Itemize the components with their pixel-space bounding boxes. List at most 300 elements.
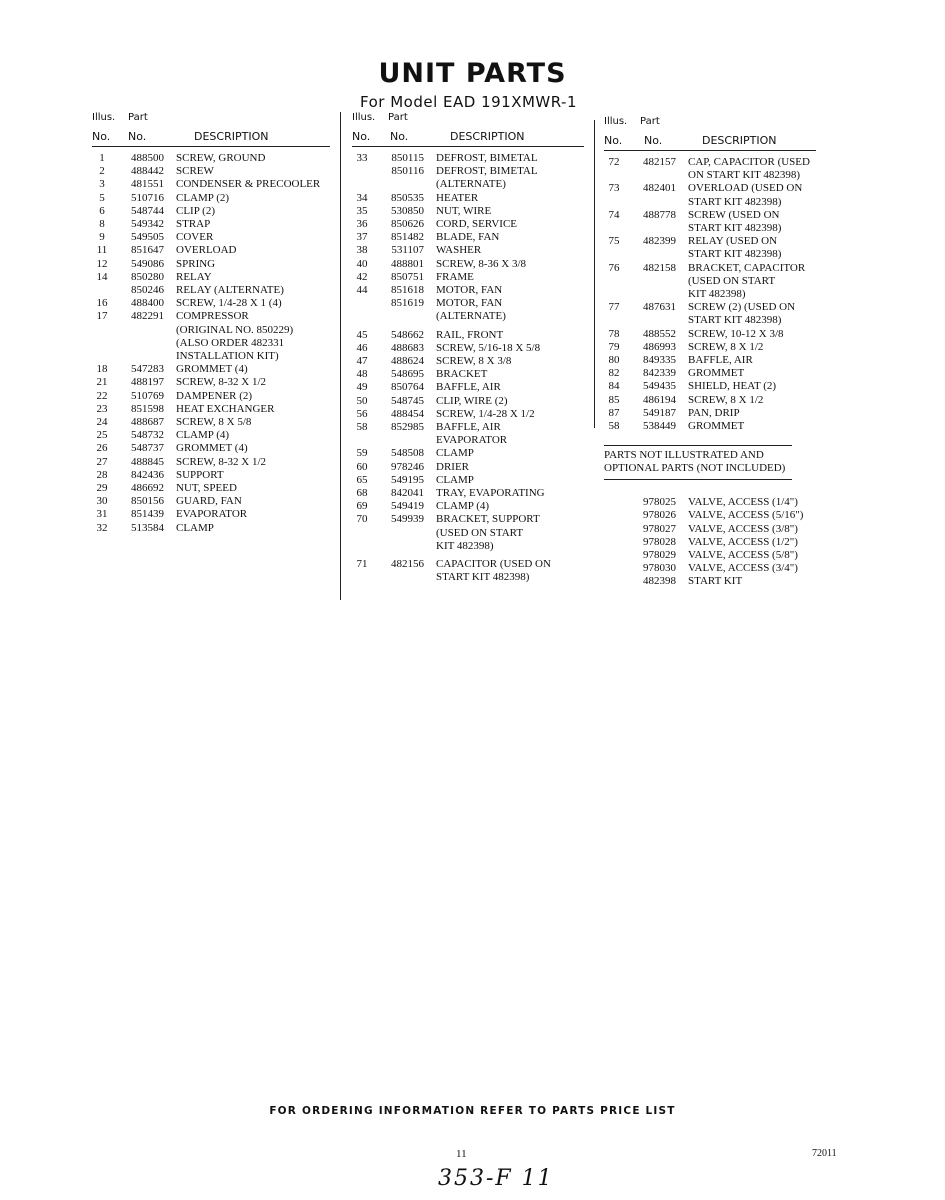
part-number: 850764 (391, 381, 424, 394)
part-number: 850626 (391, 218, 424, 231)
part-number: 549435 (643, 380, 676, 393)
part-number: 488778 (643, 208, 676, 221)
part-number: 482157 (643, 156, 676, 168)
table-row (604, 222, 816, 235)
illus-number: 78 (608, 327, 620, 340)
illus-number: 36 (356, 218, 368, 231)
part-number: 488624 (391, 355, 424, 368)
illus-number (352, 434, 372, 447)
part-number (372, 434, 426, 447)
part-number: 978026 (643, 509, 676, 522)
illus-number (352, 571, 372, 584)
column-divider-2 (594, 120, 595, 428)
illus-number (352, 165, 372, 178)
table-row (604, 394, 816, 407)
part-description: SCREW, 8-36 X 3/8 (436, 257, 527, 270)
table-row (92, 469, 330, 482)
illus-label: Illus. (92, 112, 116, 123)
column-header-top (604, 116, 816, 130)
part-description: PAN, DRIP (688, 406, 740, 419)
table-row (604, 536, 816, 549)
illus-number: 72 (608, 156, 620, 168)
part-description: SCREW (USED ON (688, 208, 780, 221)
table-row (604, 275, 816, 288)
part-number: 482291 (131, 310, 164, 323)
part-description: CAP, CAPACITOR (USED (688, 156, 810, 168)
part-description: CLAMP (436, 447, 474, 460)
illus-number: 38 (356, 244, 368, 257)
part-number (624, 169, 678, 182)
illus-number (352, 310, 372, 323)
part-number (112, 324, 166, 337)
illus-number: 80 (608, 354, 620, 367)
part-description: (ORIGINAL NO. 850229) (176, 323, 294, 336)
part-number: 851439 (131, 508, 164, 521)
part-description: START KIT 482398) (688, 248, 782, 261)
table-row (92, 337, 330, 350)
table-row (604, 354, 816, 367)
illus-number: 6 (99, 204, 105, 217)
part-number: 548732 (131, 429, 164, 442)
part-description: START KIT 482398) (436, 571, 530, 584)
part-description: SPRING (176, 257, 216, 270)
part-number: 978027 (643, 522, 676, 535)
table-row (604, 169, 816, 182)
part-description: VALVE, ACCESS (5/8") (688, 549, 798, 562)
illus-number: 84 (608, 380, 620, 393)
part-description: VALVE, ACCESS (5/16") (688, 509, 804, 522)
illus-number: 71 (356, 558, 368, 571)
illus-number (92, 350, 112, 363)
part-number: 851619 (391, 297, 424, 310)
part-description: COMPRESSOR (176, 310, 249, 323)
part-description: START KIT 482398) (688, 195, 782, 208)
table-row (92, 416, 330, 429)
table-row (604, 420, 816, 433)
table-row (92, 495, 330, 508)
part-number: 851482 (391, 231, 424, 244)
table-row (352, 395, 584, 408)
part-number (372, 178, 426, 191)
table-row (352, 381, 584, 394)
part-number: 488400 (131, 297, 164, 310)
table-row (604, 549, 816, 562)
part-description: DEFROST, BIMETAL (436, 165, 538, 178)
illus-number: 29 (96, 482, 108, 495)
part-number: 851647 (131, 244, 164, 257)
part-description: (ALSO ORDER 482331 (176, 336, 285, 349)
illus-number: 69 (356, 500, 368, 513)
part-description: KIT 482398) (688, 288, 746, 301)
part-number: 978029 (643, 549, 676, 562)
table-row (92, 456, 330, 469)
part-description: FRAME (436, 270, 474, 283)
part-number: 850751 (391, 270, 424, 283)
part-description: VALVE, ACCESS (3/4") (688, 562, 798, 575)
illus-number: 58 (608, 420, 620, 433)
illus-number: 32 (96, 521, 108, 534)
part-description: SCREW (176, 165, 214, 178)
part-description: SCREW, 8-32 X 1/2 (176, 455, 267, 468)
table-row (352, 329, 584, 342)
table-row (92, 231, 330, 244)
table-row (604, 209, 816, 222)
part-number: 849335 (643, 354, 676, 367)
parts-column-2 (352, 112, 584, 585)
part-description: CORD, SERVICE (436, 218, 518, 231)
illus-number: 40 (356, 257, 368, 270)
illus-number: 44 (356, 284, 368, 297)
illus-number: 24 (96, 416, 108, 429)
part-description: VALVE, ACCESS (1/2") (688, 535, 798, 548)
table-row (92, 258, 330, 271)
part-description: RELAY (176, 270, 212, 283)
table-row (352, 231, 584, 244)
part-description: (ALTERNATE) (436, 178, 506, 191)
table-row (352, 165, 584, 178)
illus-number: 46 (356, 341, 368, 354)
table-row (92, 324, 330, 337)
table-row (352, 355, 584, 368)
illus-number (604, 196, 624, 209)
illus-number: 12 (96, 257, 108, 270)
illus-number: 60 (356, 460, 368, 473)
illus-number: 3 (99, 178, 105, 191)
illus-number (604, 575, 624, 588)
illus-number: 25 (96, 429, 108, 442)
illus-number (352, 178, 372, 191)
table-row (352, 218, 584, 231)
table-row (352, 474, 584, 487)
table-row (92, 297, 330, 310)
illus-number: 14 (96, 270, 108, 283)
part-description: CLAMP (4) (436, 500, 490, 513)
part-number: 488454 (391, 407, 424, 420)
part-number: 850535 (391, 191, 424, 204)
part-number: 486692 (131, 482, 164, 495)
part-description: BAFFLE, AIR (436, 381, 501, 394)
part-description: HEAT EXCHANGER (176, 402, 275, 415)
part-description: BRACKET, SUPPORT (436, 513, 540, 526)
illus-number: 8 (99, 218, 105, 231)
model-subtitle: For Model EAD 191XMWR-1 (360, 93, 578, 111)
illus-number: 70 (356, 513, 368, 526)
optional-parts-section (604, 445, 792, 480)
part-description: MOTOR, FAN (436, 284, 503, 297)
table-row (604, 288, 816, 301)
table-row (352, 244, 584, 257)
illus-number (92, 324, 112, 337)
table-row (352, 271, 584, 284)
illus-number: 56 (356, 407, 368, 420)
part-description: SCREW, 8 X 5/8 (176, 416, 252, 429)
illus-number: 17 (96, 310, 108, 323)
part-number (624, 275, 678, 288)
part-label: Part (640, 116, 660, 127)
part-number (112, 337, 166, 350)
illus-label: Illus. (352, 112, 376, 123)
part-number: 850116 (391, 165, 424, 178)
part-description: VALVE, ACCESS (3/8") (688, 522, 798, 535)
table-row (352, 342, 584, 355)
illus-number (604, 169, 624, 182)
illus-number: 58 (356, 421, 368, 434)
page-title: UNIT PARTS (378, 58, 567, 89)
table-row (92, 363, 330, 376)
table-row (604, 248, 816, 261)
part-description: (ALTERNATE) (436, 310, 506, 323)
part-number: 549195 (391, 473, 424, 486)
part-description: SCREW, 10-12 X 3/8 (688, 327, 784, 340)
table-row (604, 575, 816, 588)
part-number: 488683 (391, 341, 424, 354)
illus-number: 79 (608, 340, 620, 353)
part-number (112, 350, 166, 363)
part-no-label: No. (644, 134, 663, 147)
part-description: INSTALLATION KIT) (176, 350, 279, 363)
illus-number (92, 284, 112, 297)
part-number: 850156 (131, 495, 164, 508)
table-row (604, 328, 816, 341)
part-number: 488687 (131, 416, 164, 429)
part-number: 488845 (131, 455, 164, 468)
table-row (604, 262, 816, 275)
part-description: GUARD, FAN (176, 495, 242, 508)
part-number: 488442 (131, 165, 164, 178)
part-number: 548695 (391, 368, 424, 381)
illus-number: 68 (356, 487, 368, 500)
part-number: 482399 (643, 235, 676, 248)
document-code: 72011 (812, 1148, 837, 1159)
table-row (352, 500, 584, 513)
part-description: EVAPORATOR (176, 508, 248, 521)
illus-number: 48 (356, 368, 368, 381)
table-row (92, 508, 330, 521)
table-row (92, 284, 330, 297)
parts-list-2 (352, 147, 584, 585)
illus-number: 31 (96, 508, 108, 521)
part-description: SCREW, 8 X 1/2 (688, 393, 764, 406)
table-row (604, 235, 816, 248)
illus-number: 59 (356, 447, 368, 460)
parts-list-3 (604, 151, 816, 433)
illus-number: 22 (96, 389, 108, 402)
table-row (352, 205, 584, 218)
part-description: MOTOR, FAN (436, 297, 503, 310)
table-row (352, 571, 584, 584)
table-row (92, 482, 330, 495)
table-row (352, 368, 584, 381)
illus-number (352, 297, 372, 310)
table-row (92, 178, 330, 191)
part-number: 549086 (131, 257, 164, 270)
table-row (604, 496, 816, 509)
illus-number (604, 222, 624, 235)
part-number: 978246 (391, 460, 424, 473)
part-number: 488500 (131, 152, 164, 164)
part-description: NUT, SPEED (176, 482, 237, 495)
part-number: 482401 (643, 182, 676, 195)
part-description: CAPACITOR (USED ON (436, 558, 551, 571)
table-row (92, 205, 330, 218)
part-description: SCREW, 5/16-18 X 5/8 (436, 341, 541, 354)
part-description: BRACKET, CAPACITOR (688, 261, 806, 274)
part-number: 481551 (131, 178, 164, 191)
part-description: (USED ON START (688, 274, 776, 287)
part-number: 842339 (643, 367, 676, 380)
part-number: 548745 (391, 394, 424, 407)
part-description: START KIT 482398) (688, 314, 782, 327)
table-row (352, 258, 584, 271)
part-number: 850246 (131, 284, 164, 297)
illus-no-label: No. (92, 130, 111, 143)
illus-number (604, 536, 624, 549)
illus-number: 47 (356, 355, 368, 368)
part-number: 549342 (131, 218, 164, 231)
part-number (372, 310, 426, 323)
part-description: SUPPORT (176, 468, 224, 481)
table-row (92, 390, 330, 403)
part-number: 548508 (391, 447, 424, 460)
illus-number: 34 (356, 191, 368, 204)
table-row (92, 522, 330, 535)
table-row (352, 447, 584, 460)
table-row (92, 152, 330, 165)
part-description: RAIL, FRONT (436, 328, 504, 341)
part-description: DEFROST, BIMETAL (436, 152, 538, 164)
part-number: 548662 (391, 328, 424, 341)
part-description: KIT 482398) (436, 539, 494, 552)
part-number: 842041 (391, 487, 424, 500)
illus-number (604, 496, 624, 509)
part-number (624, 222, 678, 235)
part-number: 549505 (131, 231, 164, 244)
part-description: START KIT (688, 575, 743, 588)
table-row (604, 314, 816, 327)
table-row (352, 434, 584, 447)
part-description: START KIT 482398) (688, 222, 782, 235)
table-row (604, 156, 816, 169)
illus-number: 21 (96, 376, 108, 389)
part-description: GROMMET (4) (176, 442, 248, 455)
part-number: 548737 (131, 442, 164, 455)
part-description: NUT, WIRE (436, 204, 492, 217)
illus-number (604, 314, 624, 327)
part-description: SCREW, GROUND (176, 152, 266, 164)
part-number (372, 540, 426, 553)
table-row (604, 196, 816, 209)
part-description: BRACKET (436, 368, 488, 381)
table-row (352, 152, 584, 165)
illus-number: 23 (96, 402, 108, 415)
table-row (92, 218, 330, 231)
illus-number: 76 (608, 261, 620, 274)
part-description: CLAMP (4) (176, 429, 230, 442)
part-number: 513584 (131, 521, 164, 534)
part-description: COVER (176, 231, 214, 244)
illus-number: 28 (96, 468, 108, 481)
table-row (352, 192, 584, 205)
part-number (624, 248, 678, 261)
handwritten-note: 353-F 11 (438, 1166, 554, 1191)
part-number: 510716 (131, 191, 164, 204)
part-description: SCREW (2) (USED ON (688, 301, 796, 314)
part-description: SCREW, 1/4-28 X 1/2 (436, 407, 535, 420)
illus-number: 37 (356, 231, 368, 244)
illus-number (92, 337, 112, 350)
column-header (604, 130, 816, 151)
table-row (604, 341, 816, 354)
part-number: 852985 (391, 421, 424, 434)
part-number: 482158 (643, 261, 676, 274)
illus-number (352, 527, 372, 540)
part-number: 488197 (131, 376, 164, 389)
illus-no-label: No. (604, 134, 623, 147)
part-number: 486194 (643, 393, 676, 406)
table-row (604, 509, 816, 522)
table-row (92, 244, 330, 257)
illus-number: 49 (356, 381, 368, 394)
illus-number: 77 (608, 301, 620, 314)
illus-number (604, 248, 624, 261)
part-number: 978028 (643, 535, 676, 548)
part-description: OVERLOAD (176, 244, 237, 257)
part-description: SCREW, 8 X 3/8 (436, 355, 512, 368)
illus-number: 2 (99, 165, 105, 178)
optional-parts-list (604, 480, 816, 588)
illus-number: 45 (356, 328, 368, 341)
illus-number: 35 (356, 204, 368, 217)
part-number: 850280 (131, 270, 164, 283)
illus-number: 50 (356, 394, 368, 407)
part-number (372, 571, 426, 584)
part-number: 486993 (643, 340, 676, 353)
table-row (352, 527, 584, 540)
table-row (92, 442, 330, 455)
part-number: 549419 (391, 500, 424, 513)
illus-number: 42 (356, 270, 368, 283)
description-label: DESCRIPTION (194, 130, 269, 143)
part-number: 842436 (131, 468, 164, 481)
illus-number: 82 (608, 367, 620, 380)
illus-number (604, 275, 624, 288)
part-number: 482398 (643, 575, 676, 588)
part-description: DRIER (436, 460, 469, 473)
table-row (92, 403, 330, 416)
part-description: CLIP (2) (176, 204, 216, 217)
part-description: SCREW, 8-32 X 1/2 (176, 376, 267, 389)
table-row (352, 487, 584, 500)
table-row (352, 310, 584, 323)
column-header (92, 126, 330, 147)
part-number: 531107 (391, 244, 424, 257)
table-row (352, 540, 584, 553)
illus-number: 33 (356, 152, 368, 164)
part-number: 547283 (131, 363, 164, 376)
part-description: CLAMP (176, 521, 214, 534)
part-number: 851598 (131, 402, 164, 415)
illus-number: 1 (99, 152, 105, 164)
page-number: 11 (456, 1148, 467, 1160)
ordering-note: FOR ORDERING INFORMATION REFER TO PARTS PRICE LIST (269, 1105, 676, 1117)
part-number (624, 196, 678, 209)
part-description: GROMMET (688, 367, 745, 380)
table-row (352, 284, 584, 297)
parts-column-3 (604, 116, 816, 589)
description-label: DESCRIPTION (450, 130, 525, 143)
illus-no-label: No. (352, 130, 371, 143)
table-row (604, 301, 816, 314)
